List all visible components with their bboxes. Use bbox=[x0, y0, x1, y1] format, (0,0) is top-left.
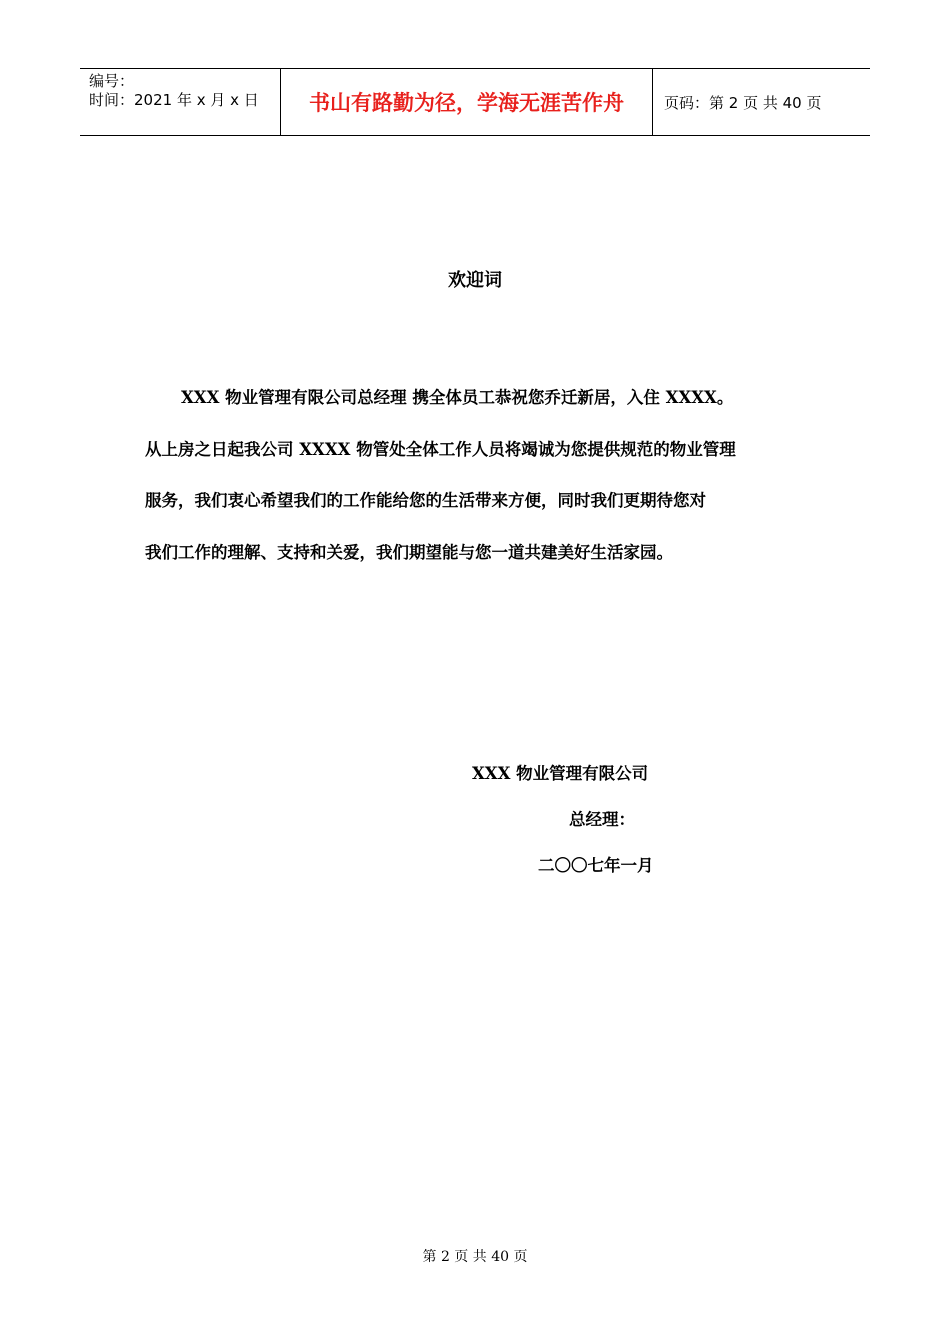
header-page-cell bbox=[653, 69, 870, 135]
document-title: 欢迎词 bbox=[448, 270, 502, 291]
signature-title: 总经理： bbox=[569, 810, 635, 829]
signature-company: XXX 物业管理有限公司 bbox=[472, 764, 649, 783]
paragraph-line: XXX 物业管理有限公司总经理 携全体员工恭祝您乔迁新居，入住 XXXX。 bbox=[181, 388, 734, 407]
time-label: 时间：2021 年 x 月 x 日 bbox=[89, 91, 259, 109]
paragraph-line: 从上房之日起我公司 XXXX 物管处全体工作人员将竭诚为您提供规范的物业管理 bbox=[145, 439, 736, 459]
header-table bbox=[80, 68, 870, 136]
header-motto-cell bbox=[281, 69, 653, 135]
signature-date: 二〇〇七年一月 bbox=[538, 856, 654, 875]
number-label: 编号： bbox=[89, 72, 135, 90]
paragraph-line: 服务，我们衷心希望我们的工作能给您的生活带来方便，同时我们更期待您对 bbox=[145, 491, 706, 510]
motto-text: 书山有路勤为径，学海无涯苦作舟 bbox=[309, 91, 624, 115]
welcome-paragraph bbox=[145, 372, 810, 578]
header-meta-cell bbox=[80, 69, 281, 135]
page-info: 页码：第 2 页 共 40 页 bbox=[664, 93, 822, 112]
paragraph-line: 我们工作的理解、支持和关爱，我们期望能与您一道共建美好生活家园。 bbox=[145, 542, 673, 562]
page-footer: 第 2 页 共 40 页 bbox=[422, 1249, 528, 1265]
